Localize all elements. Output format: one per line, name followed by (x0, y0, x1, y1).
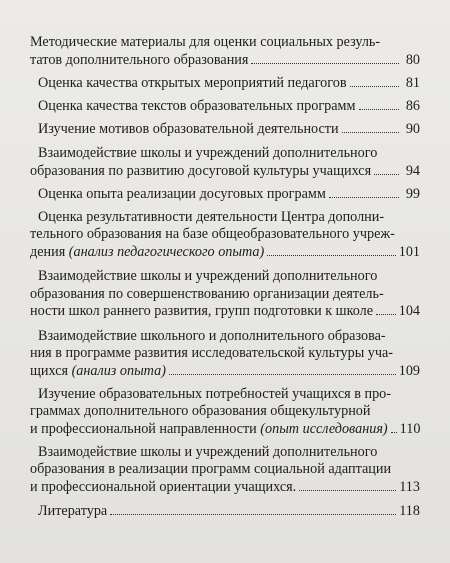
toc-page-number: 94 (405, 162, 420, 179)
toc-page-number: 104 (398, 303, 420, 319)
dot-leader (299, 490, 396, 491)
dot-leader (374, 174, 399, 175)
toc-entry-title-line: образования в реализации программ социальной адаптации (30, 461, 392, 477)
toc-page-number: 80 (405, 51, 420, 68)
toc-entry (30, 268, 420, 321)
toc-entry (30, 145, 420, 180)
toc-entry-title-line: Взаимодействие школы и учреждений дополнительного (38, 145, 378, 161)
dot-leader (267, 255, 395, 256)
toc-entry-title-line: граммах дополнительного образования общекультурной (30, 403, 371, 419)
dot-leader (391, 432, 397, 433)
toc-entry (30, 75, 420, 93)
toc-page-number: 110 (399, 420, 421, 437)
toc-entry-title-line: Изучение образовательных потребностей учащихся в про- (38, 385, 391, 402)
toc-entry-title-end (30, 363, 166, 381)
toc-page-number: 113 (399, 478, 420, 495)
toc-entry-title-line: Методические материалы для оценки социальных резуль- (30, 34, 381, 50)
dot-leader (329, 197, 399, 198)
toc-entry-last-line (30, 421, 420, 439)
dot-leader (251, 63, 399, 64)
toc-entry-last-line (30, 52, 420, 70)
toc-entry-italic-note: (анализ опыта) (71, 362, 166, 379)
toc-page-number: 109 (398, 362, 420, 379)
toc-page-number: 90 (405, 120, 420, 137)
dot-leader (376, 314, 396, 315)
toc-entry (30, 444, 420, 497)
toc-page-number: 101 (398, 243, 420, 260)
toc-entry-title-text: щихся (30, 362, 72, 379)
toc-entry (30, 386, 420, 439)
toc-entry (30, 209, 420, 262)
toc-entry-title-line: ния в программе развития исследовательской культуры уча- (30, 345, 394, 361)
dot-leader (342, 132, 399, 133)
toc-page-number: 118 (399, 503, 420, 519)
toc-entry (30, 98, 420, 116)
toc-entry-title-end: образования по развитию досуговой культуры учащихся (30, 162, 372, 179)
toc-entry-italic-note: (опыт исследования) (260, 420, 388, 437)
toc-entry-title-end: ности школ раннего развития, групп подготовки к школе (30, 303, 374, 319)
toc-entry-italic-note: (анализ педагогического опыта) (68, 243, 265, 260)
toc-entry-title-line: Взаимодействие школы и учреждений дополнительного (38, 443, 378, 460)
toc-entry-last-line (30, 75, 420, 93)
toc-entry-title-text: дения (30, 243, 69, 260)
toc-page-number: 81 (405, 74, 420, 91)
toc-entry-last-line (30, 186, 420, 204)
toc-entry (30, 186, 420, 204)
toc-entry (30, 34, 420, 69)
toc-entry-title-end: Оценка качества текстов образовательных программ (38, 97, 356, 114)
toc-entry-title-end (30, 244, 264, 262)
toc-entry (30, 121, 420, 139)
dot-leader (169, 374, 396, 375)
toc-entry-last-line (30, 244, 420, 262)
toc-entry-last-line (30, 479, 420, 497)
toc-entry-title-end: Оценка опыта реализации досуговых программ (38, 185, 326, 202)
toc-entry (30, 503, 420, 521)
toc-entry-last-line (30, 303, 420, 321)
toc-entry-title-end: Оценка качества открытых мероприятий педагогов (38, 74, 347, 91)
toc-entry-title-end: и профессиональной ориентации учащихся. (30, 478, 297, 495)
toc-entry-title-line: Взаимодействие школы и учреждений дополнительного (38, 268, 378, 284)
toc-entry-title-text: и профессиональной направленности (30, 420, 261, 437)
toc-entry-last-line (30, 503, 420, 521)
toc-entry-title-line: образования по совершенствованию организации деятель- (30, 285, 384, 302)
toc-entry-last-line (30, 163, 420, 181)
toc-entry-title-line: тельного образования на базе общеобразовательного учреж- (30, 226, 395, 242)
toc-entry (30, 328, 420, 381)
toc-entry-title-line: Оценка результативности деятельности Центра дополни- (38, 208, 385, 225)
toc-entry-title-end: татов дополнительного образования (30, 51, 249, 68)
dot-leader (359, 109, 400, 110)
dot-leader (110, 514, 396, 515)
toc-entry-title-end: Изучение мотивов образовательной деятельности (38, 120, 339, 137)
toc-entry-title-end: Литература (38, 503, 108, 519)
toc-entry-title-line: Взаимодействие школьного и дополнительного образова- (38, 327, 386, 344)
table-of-contents (30, 34, 420, 526)
toc-page-number: 86 (405, 97, 420, 114)
toc-entry-last-line (30, 363, 420, 381)
toc-page-number: 99 (405, 185, 420, 202)
dot-leader (350, 86, 399, 87)
toc-entry-title-end (30, 421, 388, 439)
toc-entry-last-line (30, 98, 420, 116)
toc-entry-last-line (30, 121, 420, 139)
